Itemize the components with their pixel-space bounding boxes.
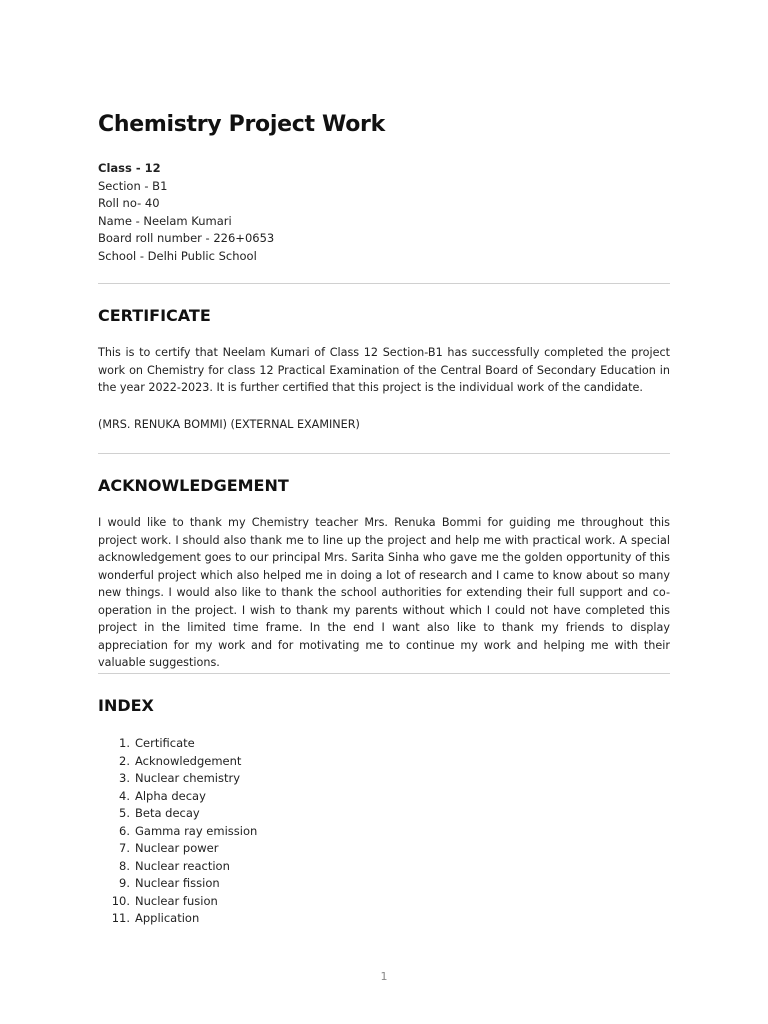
section-divider bbox=[98, 453, 670, 454]
index-item bbox=[98, 770, 398, 788]
page-number: 1 bbox=[380, 970, 388, 983]
acknowledgement-heading: ACKNOWLEDGEMENT bbox=[98, 476, 289, 495]
index-list bbox=[98, 735, 398, 928]
index-item bbox=[98, 788, 398, 806]
index-item-number: 2. bbox=[119, 753, 130, 768]
index-item bbox=[98, 893, 398, 911]
document-page bbox=[98, 0, 670, 1024]
section-line: Section - B1 bbox=[98, 178, 168, 193]
index-item-label: Application bbox=[135, 911, 200, 925]
index-item bbox=[98, 858, 398, 876]
roll-no-line: Roll no- 40 bbox=[98, 196, 160, 210]
index-item-number: 7. bbox=[119, 841, 130, 855]
index-item-label: Alpha decay bbox=[135, 788, 206, 803]
index-item bbox=[98, 875, 398, 893]
board-roll-line: Board roll number - 226+0653 bbox=[98, 231, 275, 245]
index-item bbox=[98, 840, 398, 858]
index-item-label: Nuclear fusion bbox=[135, 893, 218, 908]
index-item-number: 4. bbox=[119, 788, 130, 803]
index-item bbox=[98, 823, 398, 841]
index-item bbox=[98, 910, 398, 928]
index-item-label: Gamma ray emission bbox=[135, 823, 258, 838]
index-item-number: 10. bbox=[111, 893, 130, 908]
index-heading: INDEX bbox=[98, 696, 154, 715]
name-line: Name - Neelam Kumari bbox=[98, 213, 232, 228]
section-divider bbox=[98, 283, 670, 284]
section-divider bbox=[98, 673, 670, 674]
index-item-label: Certificate bbox=[135, 736, 195, 750]
index-item-label: Nuclear fission bbox=[135, 876, 220, 890]
index-item-label: Nuclear power bbox=[135, 841, 219, 855]
index-item-label: Nuclear chemistry bbox=[135, 771, 241, 785]
index-item-number: 1. bbox=[119, 736, 130, 750]
class-line: Class - 12 bbox=[98, 161, 161, 175]
index-item-number: 11. bbox=[111, 911, 130, 925]
index-item-label: Acknowledgement bbox=[135, 753, 242, 768]
school-line: School - Delhi Public School bbox=[98, 248, 257, 263]
index-item-number: 3. bbox=[119, 771, 130, 785]
page-title: Chemistry Project Work bbox=[98, 112, 385, 137]
certificate-signature: (MRS. RENUKA BOMMI) (EXTERNAL EXAMINER) bbox=[98, 418, 360, 431]
acknowledgement-body: I would like to thank my Chemistry teacher Mrs. Renuka Bommi for guiding me throughout this project work. I should also thank me to line up the project and help me with practical work. A special acknowledgement goes to our principal Mrs. Sarita Sinha who gave me the golden opportunity of this wonderful project which also helped me in doing a lot of research and I came to know about so many new things. I would also like to thank the school authorities for extending their full support and co-operation in the project. I wish to thank my parents without which I could not have completed this project in the limited time frame. In the end I want also like to thank my friends to display appreciation for my work and for motivating me to continue my work and helping me with their valuable suggestions. bbox=[98, 516, 670, 669]
index-item bbox=[98, 805, 398, 823]
index-item-number: 5. bbox=[119, 806, 130, 820]
index-item-label: Nuclear reaction bbox=[135, 858, 230, 873]
index-item-number: 9. bbox=[119, 876, 130, 890]
student-details bbox=[98, 160, 274, 265]
certificate-body: This is to certify that Neelam Kumari of Class 12 Section-B1 has successfully completed the project work on Chemistry for class 12 Practical Examination of the Central Board of Secondary Education in the year 2022-2023. It is further certified that this project is the individual work of the candidate. bbox=[98, 346, 670, 394]
index-item bbox=[98, 753, 398, 771]
index-item-number: 6. bbox=[119, 823, 130, 838]
certificate-heading: CERTIFICATE bbox=[98, 306, 211, 325]
index-item bbox=[98, 735, 398, 753]
index-item-label: Beta decay bbox=[135, 806, 200, 820]
index-item-number: 8. bbox=[119, 858, 130, 873]
